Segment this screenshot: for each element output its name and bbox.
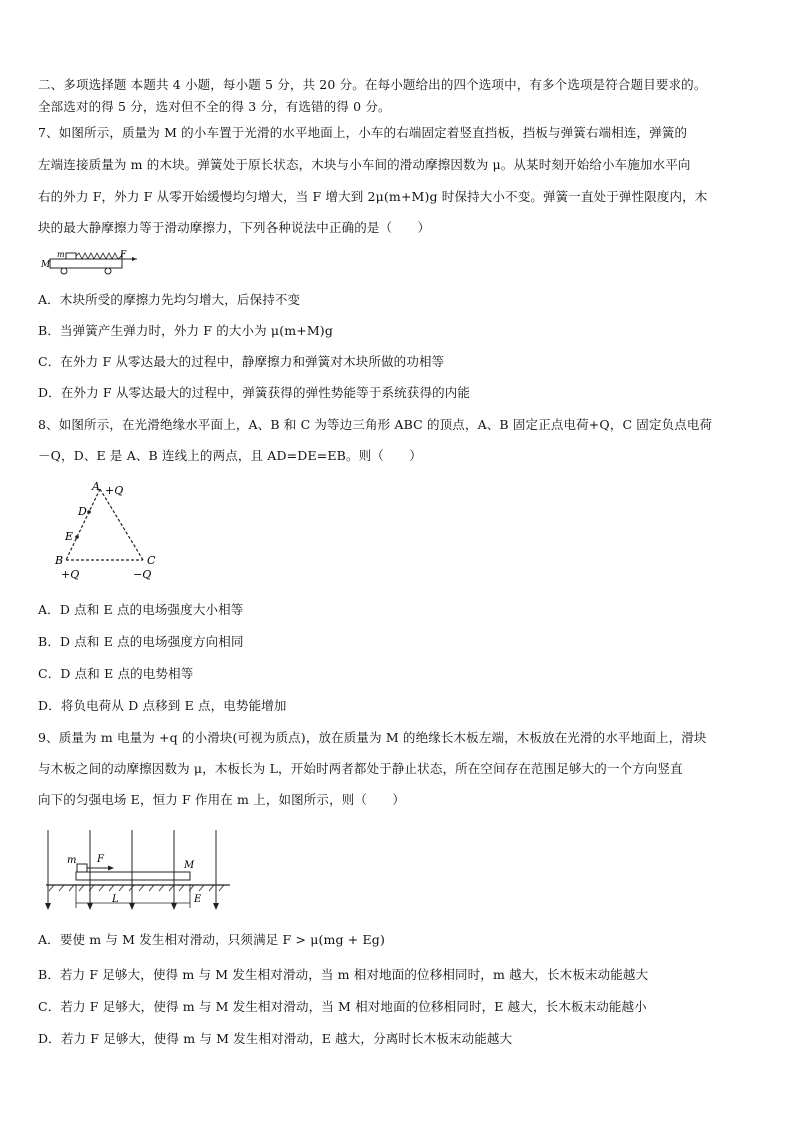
q7-cart-body [50, 259, 122, 268]
q7-stem-line-1: 7、如图所示，质量为 M 的小车置于光滑的水平地面上，小车的右端固定着竖直挡板，挡板与弹簧右端相连，弹簧的 [38, 125, 688, 140]
q7-stem-line-2: 左端连接质量为 m 的木块。弹簧处于原长状态，木块与小车间的滑动摩擦因数为 μ。从某时刻开始给小车施加水平向 [38, 157, 691, 172]
section-heading-line-1: 二、多项选择题 本题共 4 小题，每小题 5 分，共 20 分。在每小题给出的四个选项中，有多个选项是符合题目要求的。 [38, 77, 707, 92]
q9-option-b: B．若力 F 足够大，使得 m 与 M 发生相对滑动，当 m 相对地面的位移相同时，m 越大，长木板末动能越大 [38, 967, 649, 982]
q7-label-F: F [120, 250, 127, 260]
q9-board-M [76, 872, 190, 880]
q7-cart-spring-figure [40, 248, 140, 278]
q7-force-arrowhead [132, 257, 137, 261]
q9-field-arrowheads [45, 903, 219, 910]
q8-label-B-charge: +Q [61, 568, 80, 581]
q8-option-c: C．D 点和 E 点的电势相等 [38, 666, 194, 681]
q8-label-A-charge: +Q [105, 484, 124, 497]
q7-option-a: A．木块所受的摩擦力先均匀增大，后保持不变 [38, 292, 301, 307]
q8-option-a: A．D 点和 E 点的电场强度大小相等 [38, 602, 244, 617]
q8-point-D [87, 510, 91, 514]
q7-spring [76, 253, 122, 259]
q8-stem-line-2: －Q，D、E 是 A、B 连线上的两点，且 AD=DE=EB。则（ ） [38, 448, 422, 463]
q8-label-C: C [147, 554, 156, 567]
q8-label-A: A [92, 480, 100, 493]
q7-stem-line-3: 右的外力 F，外力 F 从零开始缓慢均匀增大，当 F 增大到 2μ(m+M)g 时保持大小不变。弹簧一直处于弹性限度内，木 [38, 189, 708, 204]
q7-option-d: D．在外力 F 从零达最大的过程中，弹簧获得的弹性势能等于系统获得的内能 [38, 385, 471, 400]
q9-stem-line-1: 9、质量为 m 电量为 +q 的小滑块(可视为质点)，放在质量为 M 的绝缘长木板左端，木板放在光滑的水平地面上，滑块 [38, 730, 707, 745]
q9-label-F: F [97, 854, 104, 865]
q7-label-M: M [41, 260, 51, 270]
q8-stem-line-1: 8、如图所示，在光滑绝缘水平面上，A、B 和 C 为等边三角形 ABC 的顶点，A、B 固定正点电荷+Q，C 固定负点电荷 [38, 417, 713, 432]
q9-option-d: D．若力 F 足够大，使得 m 与 M 发生相对滑动，E 越大，分离时长木板末动能越大 [38, 1031, 513, 1046]
q9-stem-line-2: 与木板之间的动摩擦因数为 μ，木板长为 L，开始时两者都处于静止状态，所在空间存在范围足够大的一个方向竖直 [38, 761, 683, 776]
q9-option-a: A．要使 m 与 M 发生相对滑动，只须满足 F > μ(mg + Eg) [38, 932, 385, 947]
q8-label-E: E [65, 530, 74, 543]
q8-side-AB [66, 489, 100, 560]
q8-label-C-charge: −Q [133, 568, 152, 581]
q9-option-c: C．若力 F 足够大，使得 m 与 M 发生相对滑动，当 M 相对地面的位移相同时，E 越大，长木板末动能越小 [38, 999, 647, 1014]
q9-label-m: m [67, 855, 77, 866]
q7-cart-wheel-left [61, 268, 67, 274]
q7-block-m [66, 253, 76, 259]
q8-option-b: B．D 点和 E 点的电场强度方向相同 [38, 634, 244, 649]
q7-option-b: B．当弹簧产生弹力时，外力 F 的大小为 μ(m+M)g [38, 323, 333, 338]
q9-board-field-figure [44, 822, 234, 918]
q7-label-m: m [57, 250, 65, 259]
q9-force-arrowhead [108, 866, 114, 871]
q9-stem-line-3: 向下的匀强电场 E，恒力 F 作用在 m 上，如图所示，则（ ） [38, 792, 405, 807]
q7-cart-wheel-right [105, 268, 111, 274]
section-heading-line-2: 全部选对的得 5 分，选对但不全的得 3 分，有选错的得 0 分。 [38, 99, 391, 114]
q8-label-B: B [55, 554, 64, 567]
q9-label-E: E [194, 894, 202, 905]
q8-triangle-figure [55, 478, 165, 584]
q8-label-D: D [78, 505, 87, 518]
q9-ground-hatching [49, 885, 224, 891]
q7-option-c: C．在外力 F 从零达最大的过程中，静摩擦力和弹簧对木块所做的功相等 [38, 354, 445, 369]
q8-option-d: D．将负电荷从 D 点移到 E 点，电势能增加 [38, 698, 287, 713]
q9-label-M: M [184, 860, 195, 871]
q8-side-AC [100, 489, 143, 560]
q9-block-m [77, 864, 87, 872]
q9-label-L: L [112, 894, 119, 905]
q7-stem-line-4: 块的最大静摩擦力等于滑动摩擦力，下列各种说法中正确的是（ ） [38, 220, 431, 235]
q8-point-E [75, 535, 79, 539]
